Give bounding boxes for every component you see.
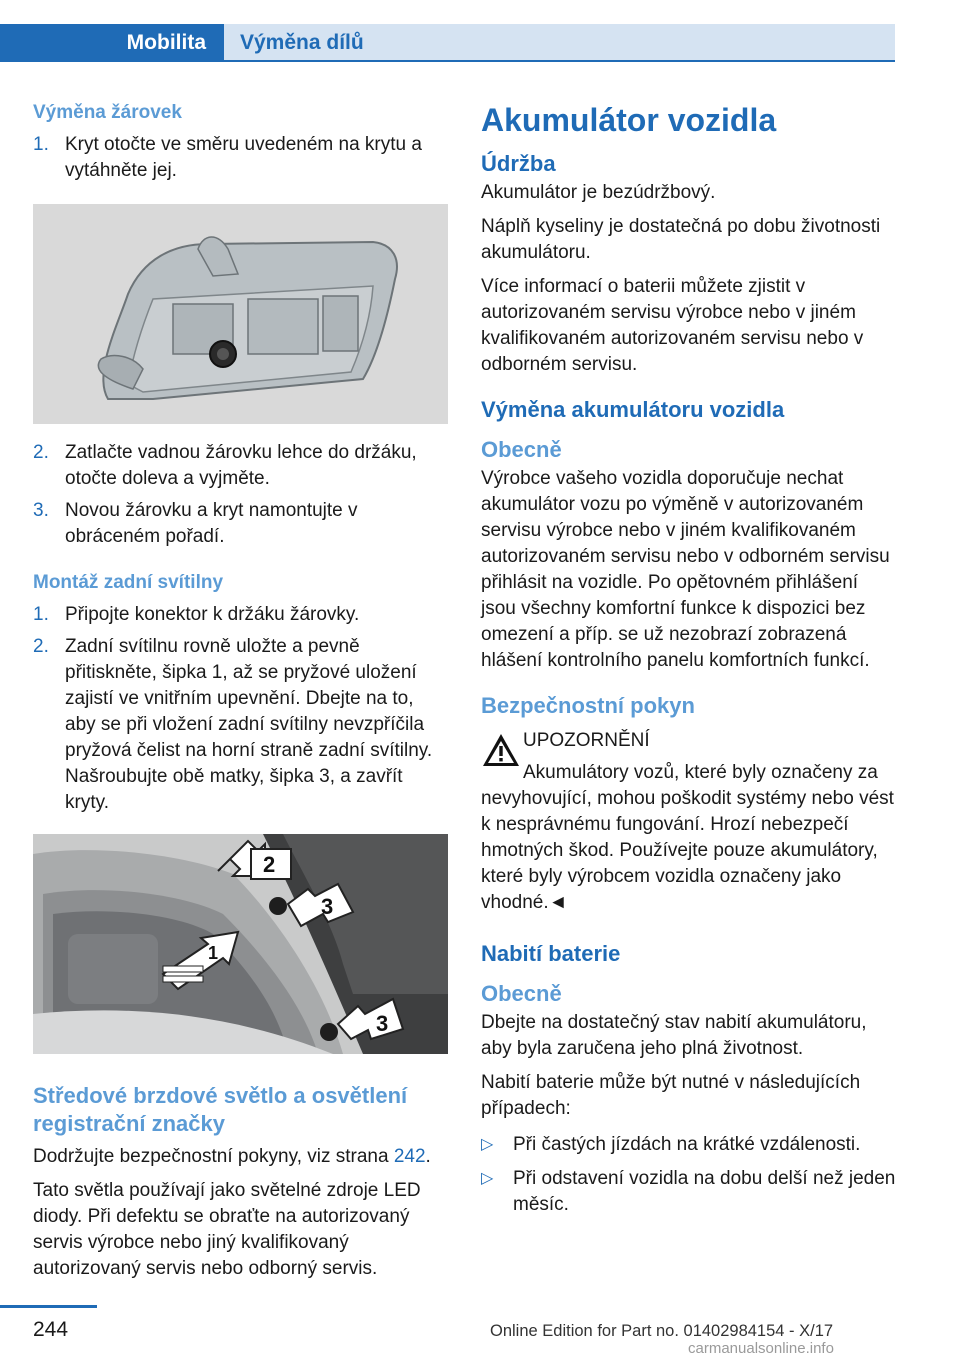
warning-title: UPOZORNĚNÍ [523, 730, 650, 751]
section-title-brake-light: Středové brzdové světlo a osvětlení registrační značky [33, 1083, 408, 1136]
list-number: 3. [33, 500, 49, 521]
figure-tail-light-cover [33, 204, 448, 424]
list-number: 1. [33, 134, 49, 155]
paragraph: Výrobce vašeho vozidla doporučuje nechat akumulátor vozu po výměně v autorizovaném servisu výrobce nebo v jiném kvalifikovaném autorizovaném servisu nebo v odborném servisu přihlásit na vozidle. Po opětovném přihlášení jsou všechny komfortní funkce k dispozici bez omezení a příp. se už nezobrazí zobrazená hlášení kontrolního panelu komfortních funkcí. [481, 468, 890, 671]
list-number: 2. [33, 442, 49, 463]
callout-3-lower: 3 [376, 1011, 389, 1036]
paragraph: Dbejte na dostatečný stav nabití akumulátoru, aby byla zaručena jeho plná životnost. [481, 1012, 867, 1059]
heading-maintenance: Údržba [481, 151, 556, 176]
paragraph: Akumulátor je bezúdržbový. [481, 182, 716, 203]
text-safety-ref: Dodržujte bezpečnostní pokyny, viz strana [33, 1146, 389, 1167]
page-number: 244 [33, 1318, 69, 1341]
section-title-bulb-replacement: Výměna žárovek [33, 102, 182, 123]
list-item [481, 1166, 896, 1218]
list-text: Kryt otočte ve směru uvedeném na krytu a vytáhněte jej. [65, 134, 422, 181]
list-text: Při odstavení vozidla na dobu delší než jeden měsíc. [513, 1168, 896, 1215]
warning-box [481, 728, 896, 916]
list-number: 2. [33, 636, 49, 657]
heading-battery-replacement: Výměna akumulátoru vozidla [481, 397, 785, 422]
footer-rule [0, 1305, 97, 1308]
list-item [33, 132, 448, 184]
heading-safety-note: Bezpečnostní pokyn [481, 693, 695, 718]
paragraph-safety-ref [33, 1144, 448, 1170]
page-header [0, 0, 960, 62]
list-item [481, 1132, 896, 1158]
heading-general: Obecně [481, 981, 562, 1006]
list-text: Připojte konektor k držáku žárovky. [65, 604, 360, 625]
page-link-242[interactable]: 242 [393, 1146, 426, 1167]
list-text: Novou žárovku a kryt namontujte v obráceném pořadí. [65, 500, 358, 547]
list-item [33, 602, 448, 628]
list-text: Zadní svítilnu rovně uložte a pevně přitiskněte, šipka 1, až se pryžové uložení zajistí ve vnitřním upevnění. Dbejte na to, aby se při vložení zadní svítilny nevzpříčila pryžová čelist na horní straně zadní svítilny. Našroubujte obě matky, šipka 3, a zavřít kryty. [65, 636, 433, 813]
callout-2: 2 [263, 852, 276, 877]
edition-note: Online Edition for Part no. 01402984154 - X/17 [490, 1322, 834, 1340]
warning-triangle-icon [481, 732, 521, 768]
paragraph: Náplň kyseliny je dostatečná po dobu životnosti akumulátoru. [481, 216, 881, 263]
list-item [33, 634, 448, 816]
callout-3-upper: 3 [321, 894, 334, 919]
section-title-tail-light-mounting: Montáž zadní svítilny [33, 572, 224, 593]
right-column [481, 100, 896, 1218]
watermark: carmanualsonline.info [688, 1340, 834, 1357]
callout-1: 1 [208, 943, 219, 963]
heading-general: Obecně [481, 437, 562, 462]
list-item [33, 440, 448, 492]
page-title-battery: Akumulátor vozidla [481, 102, 777, 138]
bullet-triangle-icon: ▷ [481, 1136, 494, 1153]
paragraph-led-info: Tato světla používají jako světelné zdroje LED diody. Při defektu se obraťte na autorizovaný servis výrobce nebo jiný kvalifikovaný autorizovaný servis nebo odborný servis. [33, 1180, 421, 1279]
figure-tail-light-mounted [33, 834, 448, 1054]
tail-light-illustration [33, 204, 448, 424]
list-text: Zatlačte vadnou žárovku lehce do držáku, otočte doleva a vyjměte. [65, 442, 417, 489]
warning-text: Akumulátory vozů, které byly označeny za nevyhovující, mohou poškodit systémy nebo vést k nesprávnému fungování. Hrozí nebezpečí hmotných škod. Používejte pouze akumulátory, které byly výrobcem vozidla označeny jako vhodné.◄ [481, 762, 894, 913]
left-column [33, 100, 448, 1282]
header-rule [0, 60, 895, 62]
list-item [33, 498, 448, 550]
tab-mobilita[interactable]: Mobilita [0, 24, 224, 62]
tail-light-mounted-illustration [33, 834, 448, 1054]
list-number: 1. [33, 604, 49, 625]
paragraph: Více informací o baterii můžete zjistit v autorizovaném servisu výrobce nebo v jiném kvalifikovaném autorizovaném servisu nebo v odborném servisu. [481, 276, 864, 375]
bullet-triangle-icon: ▷ [481, 1170, 494, 1187]
heading-battery-charging: Nabití baterie [481, 941, 621, 966]
list-text: Při častých jízdách na krátké vzdálenosti. [513, 1134, 861, 1155]
text-period: . [425, 1146, 431, 1167]
paragraph: Nabití baterie může být nutné v následujících případech: [481, 1072, 861, 1119]
tab-vymena-dilu[interactable]: Výměna dílů [224, 24, 895, 62]
